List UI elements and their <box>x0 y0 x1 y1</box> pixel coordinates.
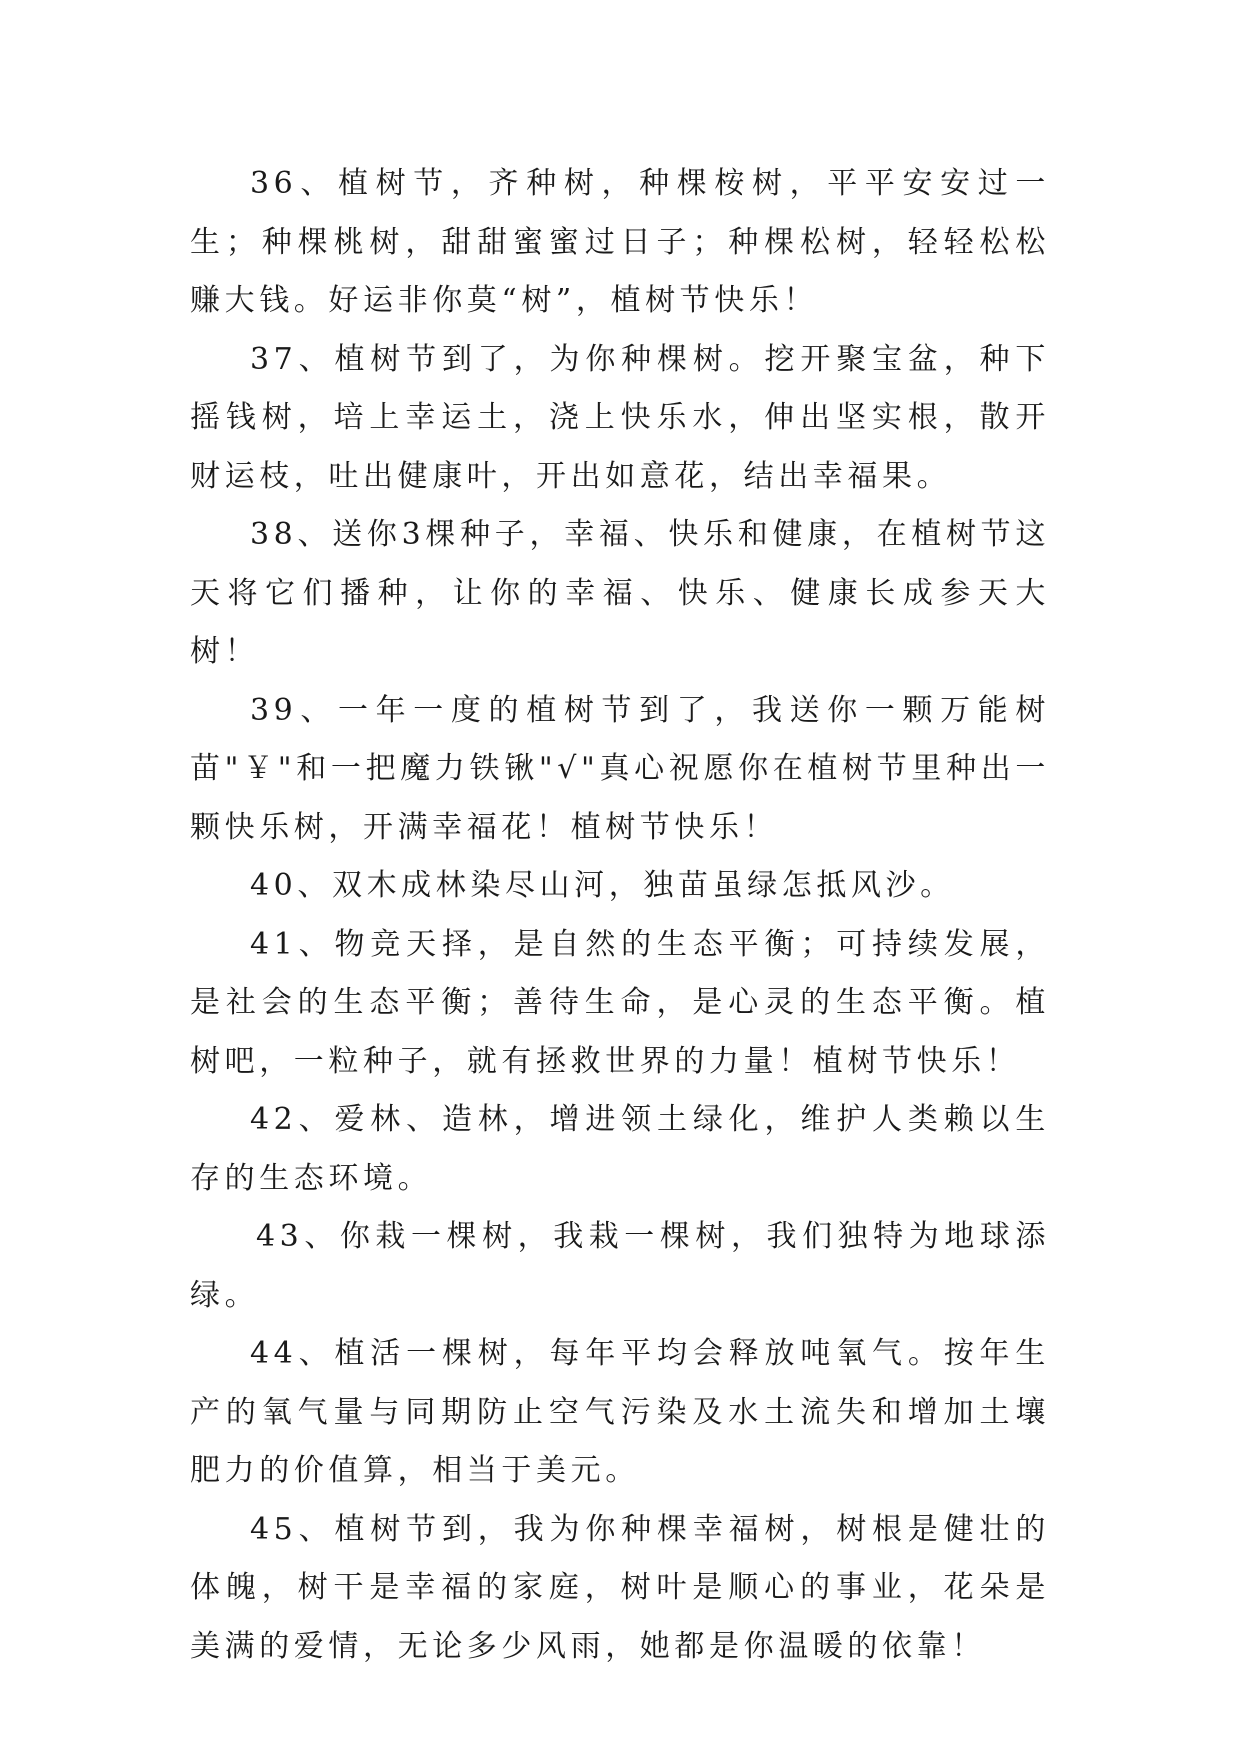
paragraph-36: 36、植树节，齐种树，种棵桉树，平平安安过一生；种棵桃树，甜甜蜜蜜过日子；种棵松树，轻轻松松赚大钱。好运非你莫“树”，植树节快乐！ <box>190 166 1050 318</box>
paragraph-37: 37、植树节到了，为你种棵树。挖开聚宝盆，种下摇钱树，培上幸运土，浇上快乐水，伸出坚实根，散开财运枝，吐出健康叶，开出如意花，结出幸福果。 <box>190 341 1050 494</box>
paragraph-45: 45、植树节到，我为你种棵幸福树，树根是健壮的体魄，树干是幸福的家庭，树叶是顺心的事业，花朵是美满的爱情，无论多少风雨，她都是你温暖的依靠！ <box>190 1511 1050 1664</box>
paragraph-44: 44、植活一棵树，每年平均会释放吨氧气。按年生产的氧气量与同期防止空气污染及水土流失和增加土壤肥力的价值算，相当于美元。 <box>190 1336 1050 1488</box>
paragraph-40: 40、双木成林染尽山河，独苗虽绿怎抵风沙。 <box>250 868 955 903</box>
paragraph-43: 43、你栽一棵树，我栽一棵树，我们独特为地球添绿。 <box>190 1219 1050 1313</box>
paragraph-38: 38、送你3棵种子，幸福、快乐和健康，在植树节这天将它们播种，让你的幸福、快乐、健康长成参天大树！ <box>190 517 1050 669</box>
paragraph-42: 42、爱林、造林，增进领土绿化，维护人类赖以生存的生态环境。 <box>190 1102 1050 1196</box>
document-body <box>190 155 1050 1676</box>
paragraph-41: 41、物竞天择，是自然的生态平衡；可持续发展，是社会的生态平衡；善待生命，是心灵的生态平衡。植树吧，一粒种子，就有拯救世界的力量！植树节快乐！ <box>190 926 1050 1079</box>
paragraph-39: 39、一年一度的植树节到了，我送你一颗万能树苗"￥"和一把魔力铁锹"√"真心祝愿你在植树节里种出一颗快乐树，开满幸福花！植树节快乐！ <box>190 692 1050 845</box>
